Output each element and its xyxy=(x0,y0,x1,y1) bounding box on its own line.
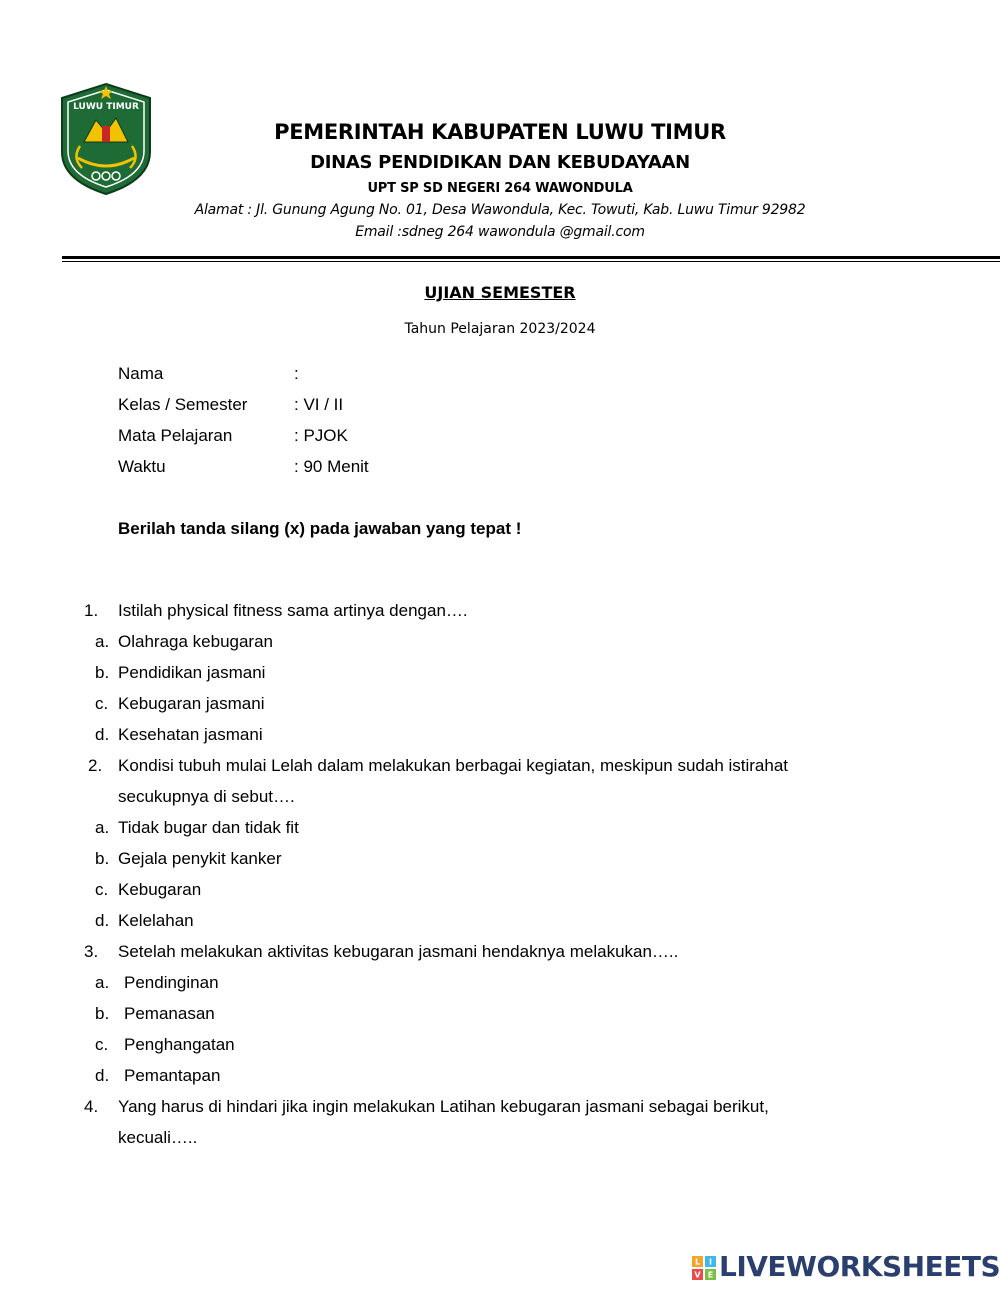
field-label-mapel: Mata Pelajaran xyxy=(118,426,233,445)
option-letter: d. xyxy=(95,725,110,744)
question-text-1: Istilah physical fitness sama artinya dengan…. xyxy=(118,601,468,620)
option-3b[interactable]: Pemanasan xyxy=(124,1004,215,1023)
question-number-4: 4. xyxy=(84,1097,99,1116)
letterhead-divider-thick xyxy=(62,256,1000,259)
question-number-1: 1. xyxy=(84,601,99,620)
logo-text: LUWU TIMUR xyxy=(73,102,139,112)
option-2c[interactable]: Kebugaran xyxy=(118,880,202,899)
field-value-waktu: : 90 Menit xyxy=(294,457,369,476)
government-heading: PEMERINTAH KABUPATEN LUWU TIMUR xyxy=(274,120,726,144)
instruction: Berilah tanda silang (x) pada jawaban yang tepat ! xyxy=(118,519,522,538)
question-text-2: Kondisi tubuh mulai Lelah dalam melakukan berbagai kegiatan, meskipun sudah istirahat xyxy=(118,756,789,775)
field-label-kelas: Kelas / Semester xyxy=(118,395,248,414)
option-letter: c. xyxy=(95,1035,109,1054)
school-heading: UPT SP SD NEGERI 264 WAWONDULA xyxy=(367,181,633,196)
exam-title: UJIAN SEMESTER xyxy=(424,283,576,302)
option-letter: d. xyxy=(95,911,110,930)
question-text-4-cont: kecuali….. xyxy=(118,1128,198,1147)
department-heading: DINAS PENDIDIKAN DAN KEBUDAYAAN xyxy=(310,152,690,173)
option-letter: a. xyxy=(95,973,110,992)
option-letter: a. xyxy=(95,818,110,837)
question-text-2-cont: secukupnya di sebut…. xyxy=(118,787,295,806)
option-3d[interactable]: Pemantapan xyxy=(124,1066,221,1085)
option-1c[interactable]: Kebugaran jasmani xyxy=(118,694,265,713)
letterhead-divider-thin xyxy=(62,261,1000,262)
question-number-2: 2. xyxy=(88,756,103,775)
option-letter: b. xyxy=(95,849,110,868)
option-letter: c. xyxy=(95,694,109,713)
svg-text:V: V xyxy=(694,1270,701,1280)
email-line: Email :sdneg 264 wawondula @gmail.com xyxy=(355,224,645,240)
question-number-3: 3. xyxy=(84,942,99,961)
option-2a[interactable]: Tidak bugar dan tidak fit xyxy=(118,818,299,837)
option-2b[interactable]: Gejala penykit kanker xyxy=(118,849,282,868)
field-value-kelas: : VI / II xyxy=(294,395,344,414)
academic-year: Tahun Pelajaran 2023/2024 xyxy=(404,321,596,337)
watermark-text: LIVEWORKSHEETS xyxy=(719,1250,1000,1283)
option-1b[interactable]: Pendidikan jasmani xyxy=(118,663,266,682)
option-3c[interactable]: Penghangatan xyxy=(124,1035,235,1054)
address-line: Alamat : Jl. Gunung Agung No. 01, Desa Wawondula, Kec. Towuti, Kab. Luwu Timur 92982 xyxy=(194,202,806,218)
option-letter: c. xyxy=(95,880,109,899)
field-value-mapel: : PJOK xyxy=(294,426,348,445)
option-2d[interactable]: Kelelahan xyxy=(118,911,194,930)
svg-text:E: E xyxy=(707,1270,714,1280)
option-letter: d. xyxy=(95,1066,110,1085)
liveworksheets-logo-icon xyxy=(692,1256,716,1280)
option-letter: b. xyxy=(95,1004,110,1023)
svg-text:L: L xyxy=(694,1257,701,1267)
option-letter: a. xyxy=(95,632,110,651)
question-text-4: Yang harus di hindari jika ingin melakukan Latihan kebugaran jasmani sebagai berikut, xyxy=(118,1097,769,1116)
field-label-nama: Nama xyxy=(118,364,164,383)
option-3a[interactable]: Pendinginan xyxy=(124,973,219,992)
svg-text:I: I xyxy=(709,1257,712,1267)
option-1d[interactable]: Kesehatan jasmani xyxy=(118,725,263,744)
option-letter: b. xyxy=(95,663,110,682)
question-text-3: Setelah melakukan aktivitas kebugaran jasmani hendaknya melakukan….. xyxy=(118,942,679,961)
field-value-nama[interactable]: : xyxy=(294,364,299,383)
option-1a[interactable]: Olahraga kebugaran xyxy=(118,632,274,651)
field-label-waktu: Waktu xyxy=(118,457,166,476)
